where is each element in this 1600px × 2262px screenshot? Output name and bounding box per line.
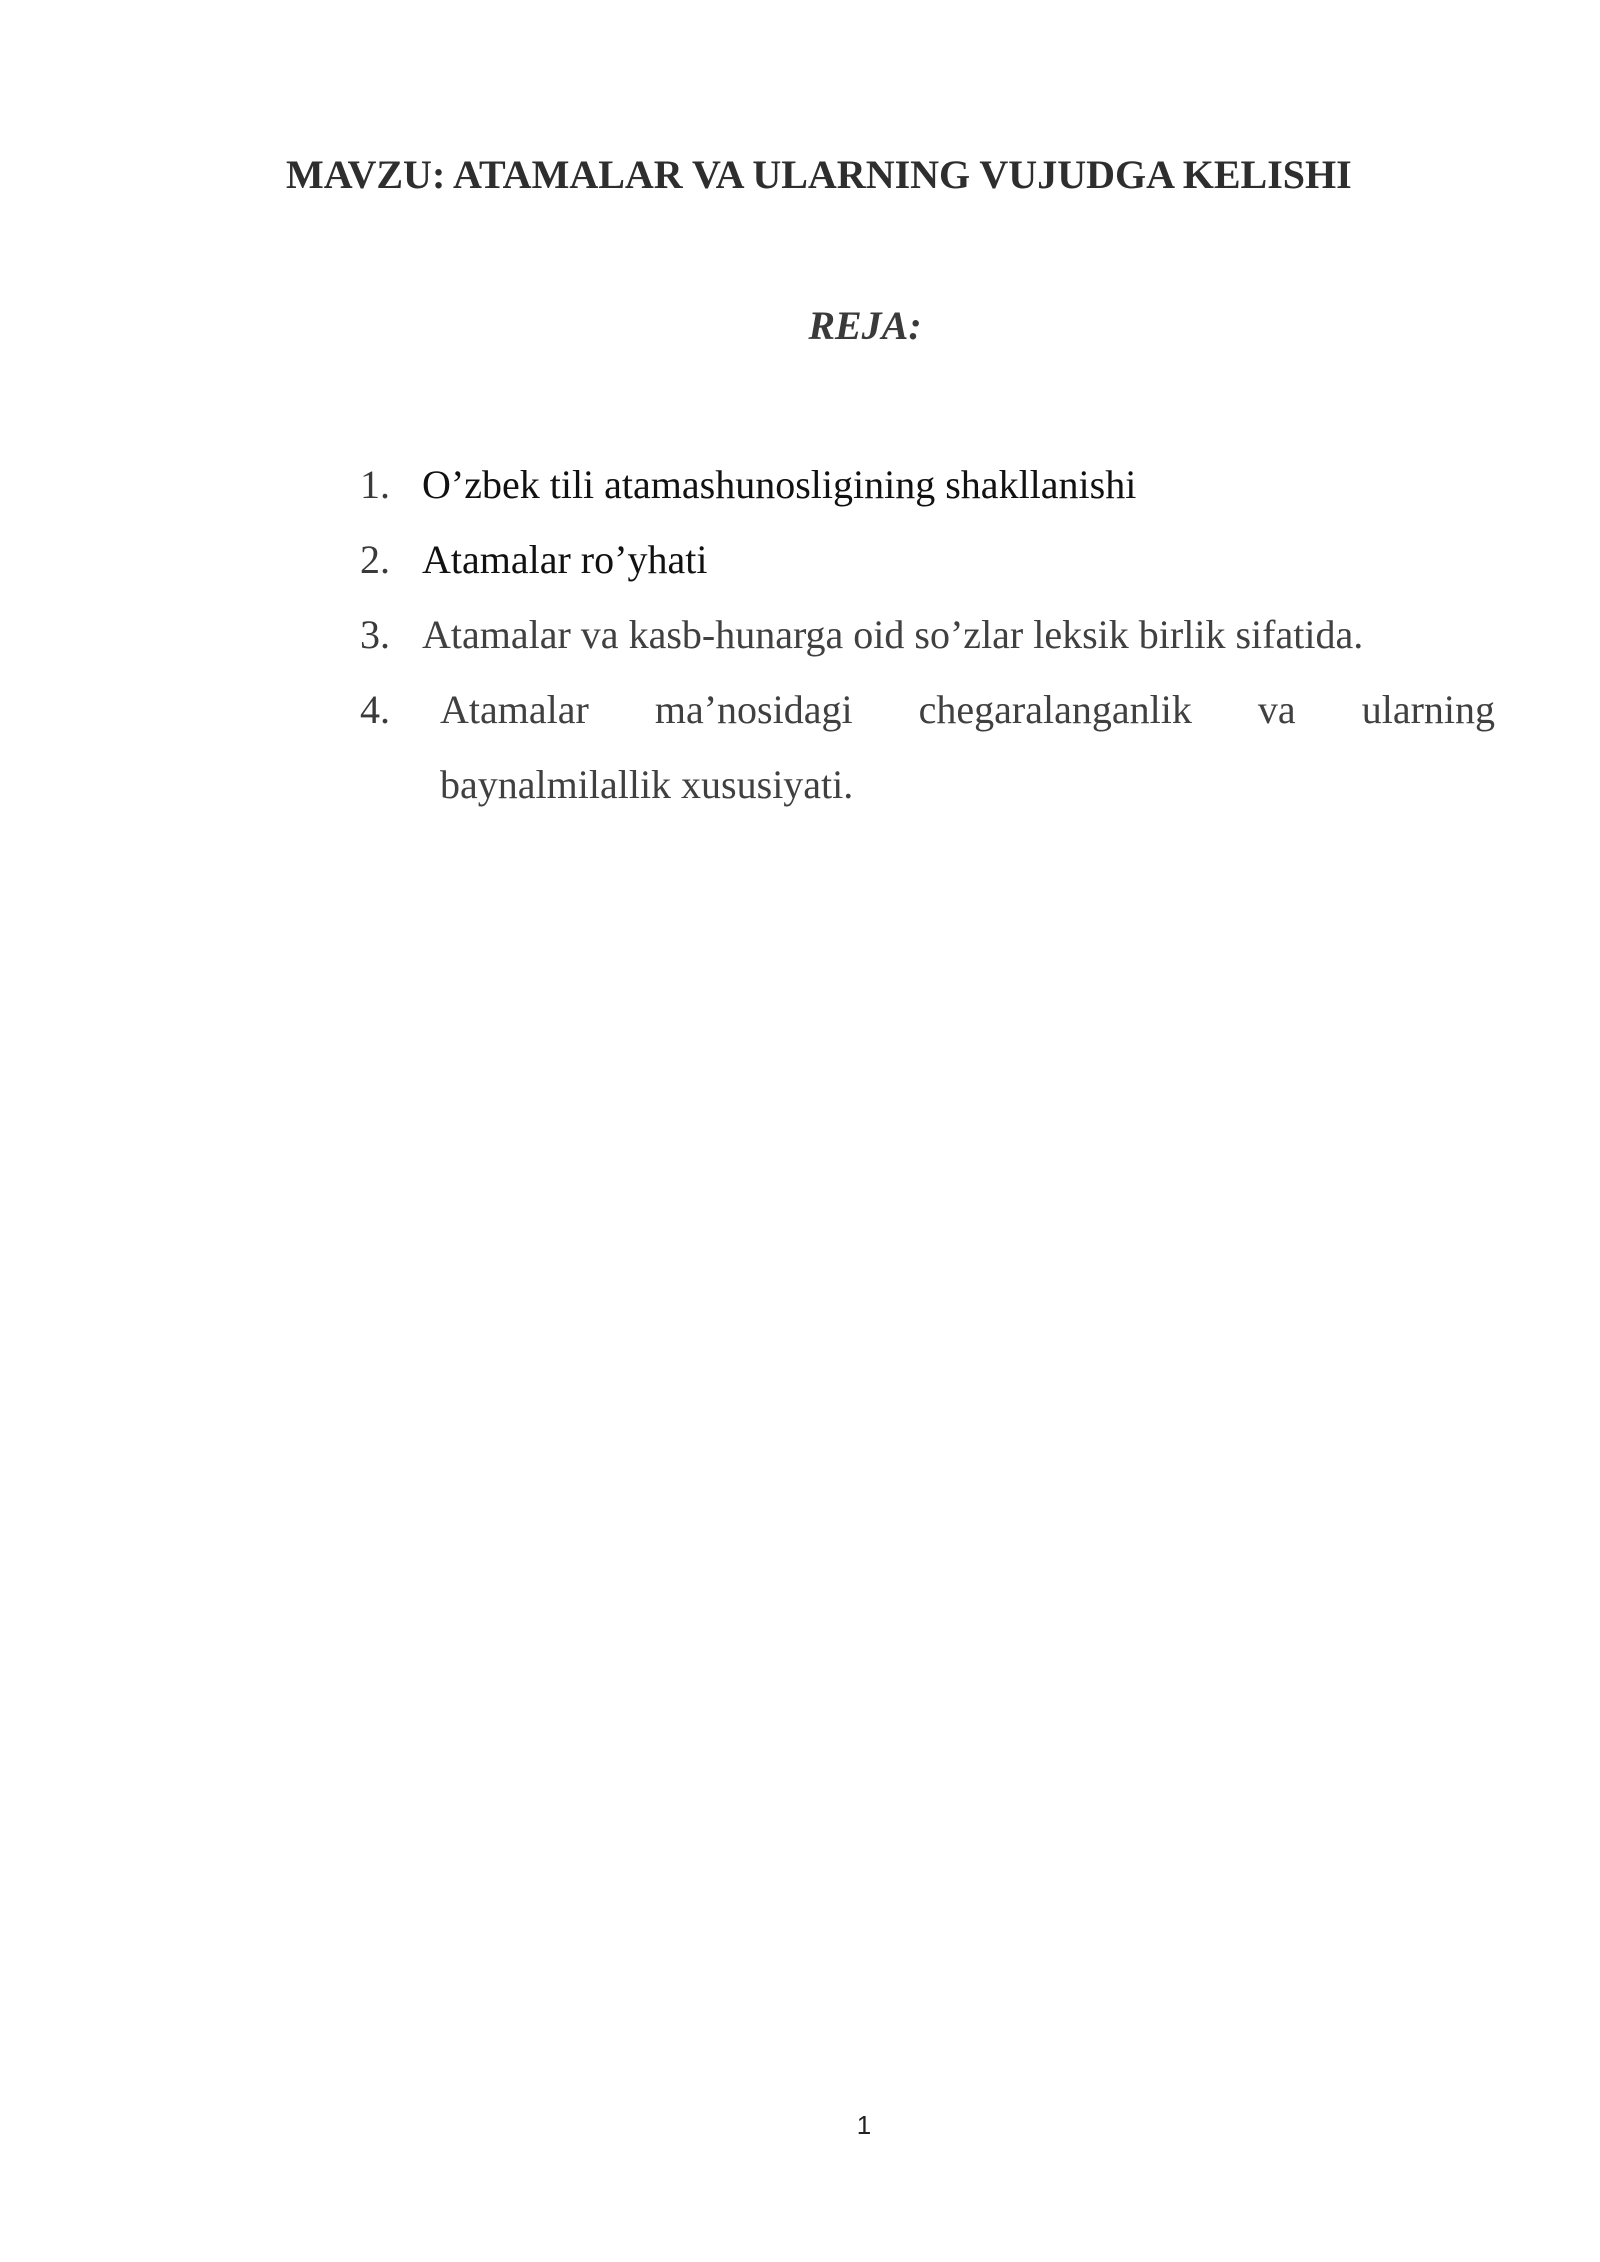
page-number: 1 bbox=[856, 2110, 872, 2140]
plan-item-number: 3. bbox=[360, 612, 390, 657]
plan-item-1 bbox=[360, 447, 1495, 522]
plan-item-2 bbox=[360, 522, 1495, 597]
plan-item-text: Atamalar ma’nosidagi chegaralanganlik va ularning baynalmilallik xususiyati. bbox=[440, 687, 1495, 807]
plan-item-4 bbox=[360, 672, 1495, 822]
plan-list bbox=[360, 447, 1495, 822]
plan-item-number: 4. bbox=[360, 687, 390, 732]
plan-item-text: Atamalar ro’yhati bbox=[422, 537, 708, 582]
plan-item-number: 1. bbox=[360, 462, 390, 507]
plan-item-number: 2. bbox=[360, 537, 390, 582]
document-title: MAVZU: ATAMALAR VA ULARNING VUJUDGA KELISHI bbox=[286, 152, 1352, 197]
plan-heading: REJA: bbox=[808, 303, 922, 348]
plan-item-text: O’zbek tili atamashunosligining shakllanishi bbox=[422, 462, 1137, 507]
plan-item-text: Atamalar va kasb-hunarga oid so’zlar leksik birlik sifatida. bbox=[422, 612, 1364, 657]
plan-item-3 bbox=[360, 597, 1495, 672]
